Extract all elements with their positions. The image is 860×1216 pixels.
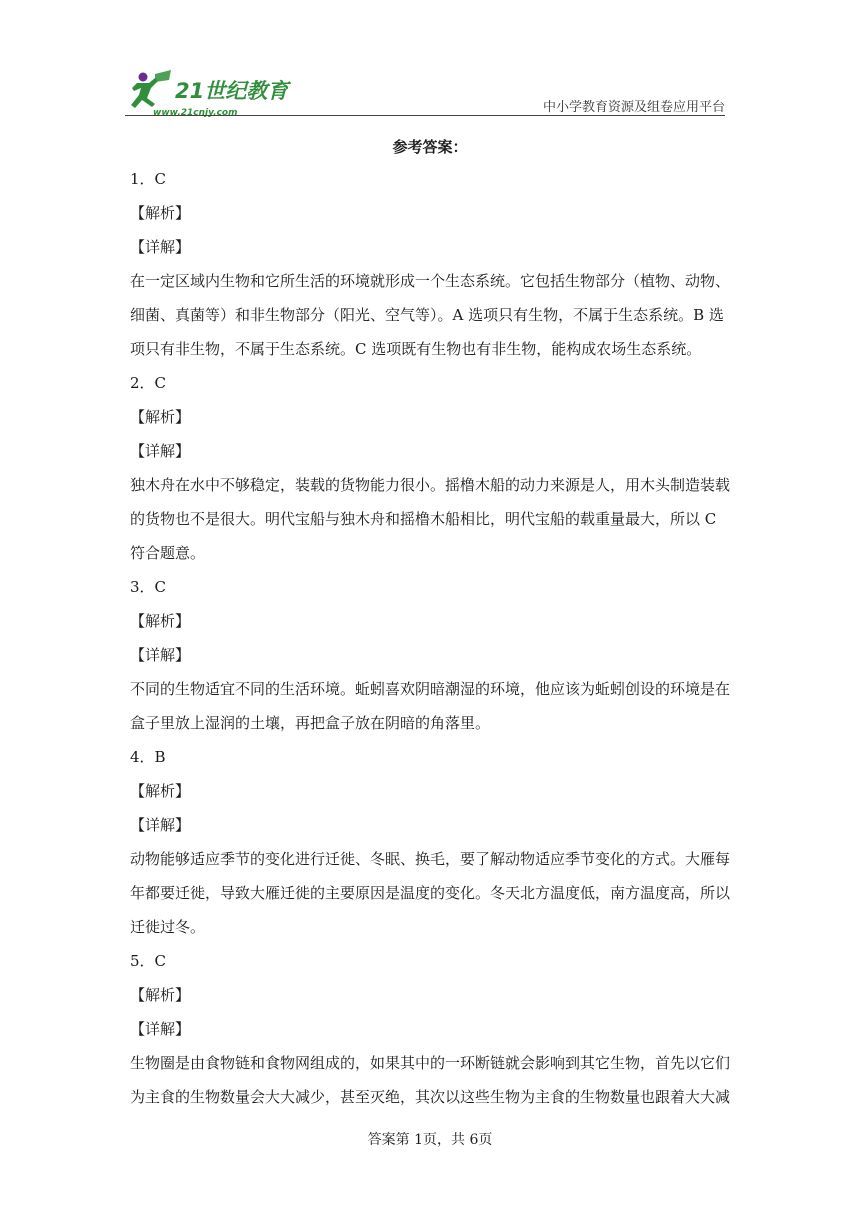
21cnjy-logo [125,68,295,118]
page-header [125,64,725,116]
platform-name: 中小学教育资源及组卷应用平台 [542,100,725,115]
detail-label: 【详解】 [130,646,191,664]
analysis-label: 【解析】 [130,612,191,630]
explanation-line: 年都要迁徙，导致大雁迁徙的主要原因是温度的变化。冬天北方温度低，南方温度高，所以 [130,884,731,902]
analysis-label: 【解析】 [130,782,191,800]
explanation-line: 动物能够适应季节的变化进行迁徙、冬眠、换毛，要了解动物适应季节变化的方式。大雁每 [130,850,731,868]
explanation-line: 独木舟在水中不够稳定，装载的货物能力很小。摇橹木船的动力来源是人，用木头制造装载 [130,476,731,494]
answer-block [130,944,730,1114]
explanation-line: 的货物也不是很大。明代宝船与独木舟和摇橹木船相比，明代宝船的载重量最大，所以 C [130,510,717,528]
logo-url: www.21cnjy.com [153,108,238,118]
explanation-line: 迁徙过冬。 [130,918,206,936]
answer-number: 1．C [130,170,167,188]
explanation-line: 符合题意。 [130,544,206,562]
answer-number: 5．C [130,952,167,970]
explanation-line: 生物圈是由食物链和食物网组成的，如果其中的一环断链就会影响到其它生物，首先以它们 [130,1054,731,1072]
answer-list [130,162,730,1114]
explanation-line: 项只有非生物，不属于生态系统。C 选项既有生物也有非生物，能构成农场生态系统。 [130,340,702,358]
detail-label: 【详解】 [130,816,191,834]
analysis-label: 【解析】 [130,408,191,426]
analysis-label: 【解析】 [130,986,191,1004]
answer-block [130,570,730,740]
explanation-line: 在一定区域内生物和它所生活的环境就形成一个生态系统。它包括生物部分（植物、动物、 [130,272,731,290]
explanation-line: 为主食的生物数量会大大减少，甚至灭绝，其次以这些生物为主食的生物数量也跟着大大减 [130,1088,731,1106]
detail-label: 【详解】 [130,442,191,460]
page-footer: 答案第 1页，共 6页 [367,1132,493,1148]
logo-text: 21世纪教育 [175,79,289,103]
answer-block [130,162,730,366]
answer-number: 3．C [130,578,167,596]
explanation-line: 细菌、真菌等）和非生物部分（阳光、空气等）。A 选项只有生物，不属于生态系统。B 选 [130,306,724,324]
detail-label: 【详解】 [130,238,191,256]
detail-label: 【详解】 [130,1020,191,1038]
answer-number: 2．C [130,374,167,392]
page-title: 参考答案： [392,138,468,156]
explanation-line: 盒子里放上湿润的土壤，再把盒子放在阴暗的角落里。 [130,714,491,732]
header-divider [125,115,725,116]
explanation-line: 不同的生物适宜不同的生活环境。蚯蚓喜欢阴暗潮湿的环境，他应该为蚯蚓创设的环境是在 [130,680,731,698]
answer-block [130,366,730,570]
answer-number: 4．B [130,748,166,766]
answer-block [130,740,730,944]
analysis-label: 【解析】 [130,204,191,222]
